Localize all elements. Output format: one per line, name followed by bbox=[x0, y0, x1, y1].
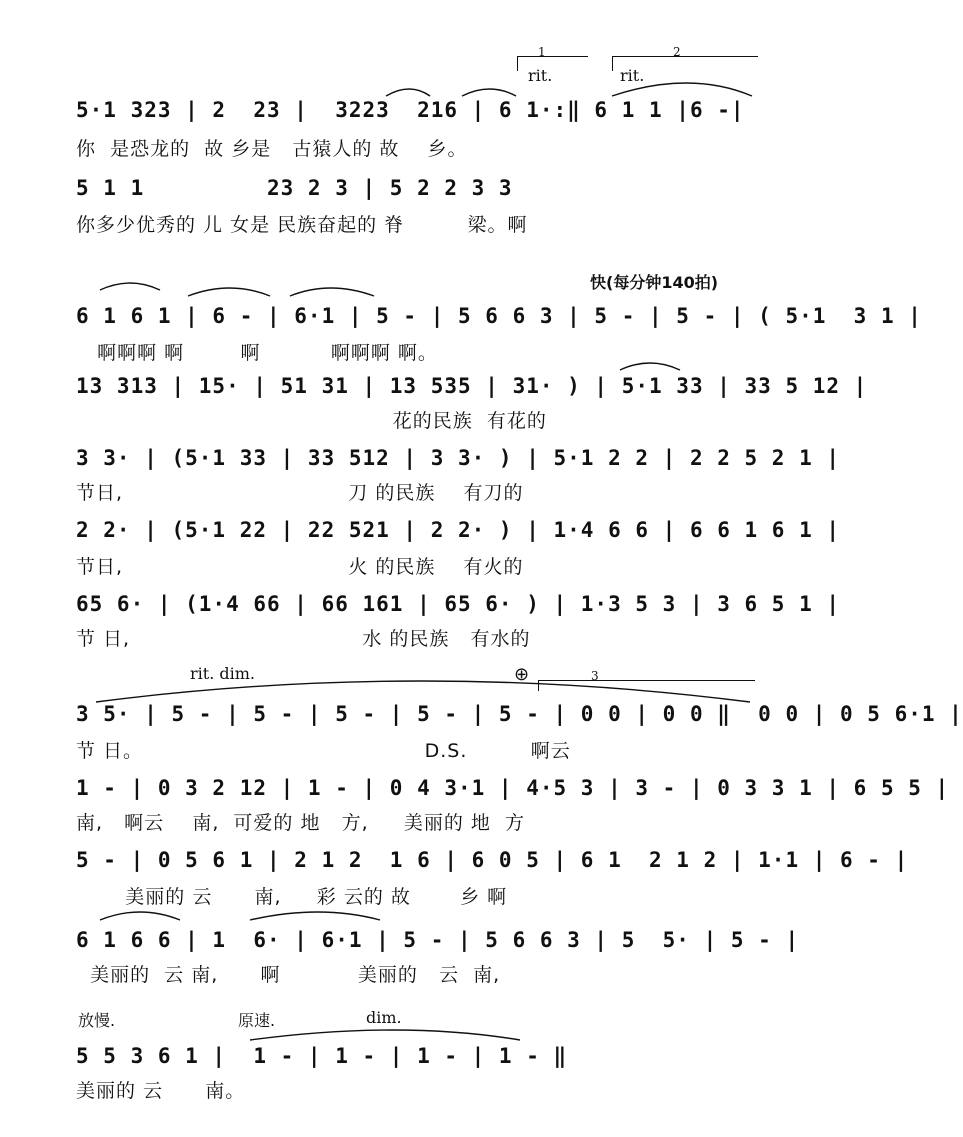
slur bbox=[250, 1030, 520, 1040]
lyric-line-5: 节日, 刀 的民族 有刀的 bbox=[76, 482, 524, 504]
tempo-mark: 快(每分钟140拍) bbox=[590, 273, 719, 292]
lyric-line-9: 南, 啊云 南, 可爱的 地 方, 美丽的 地 方 bbox=[76, 812, 525, 834]
notation-line-1: 5·1 323 | 2 23 | 3223 216 | 6 1·:‖ 6 1 1 |6 -| bbox=[76, 98, 745, 122]
lyric-line-2: 你多少优秀的 儿 女是 民族奋起的 脊 梁。啊 bbox=[76, 214, 528, 236]
coda-triplet-number: 3 bbox=[591, 669, 599, 683]
notation-line-11: 6 1 6 6 | 1 6· | 6·1 | 5 - | 5 6 6 3 | 5 5· | 5 - | bbox=[76, 928, 800, 952]
notation-line-7: 65 6· | (1·4 66 | 66 161 | 65 6· ) | 1·3 5 3 | 3 6 5 1 | bbox=[76, 592, 841, 616]
coda-sign-icon: ⊕ bbox=[514, 664, 530, 685]
slur bbox=[100, 912, 180, 920]
coda-triplet-bracket bbox=[538, 669, 755, 691]
lyric-line-6: 节日, 火 的民族 有火的 bbox=[76, 556, 524, 578]
notation-line-9: 1 - | 0 3 2 12 | 1 - | 0 4 3·1 | 4·5 3 | 3 - | 0 3 3 1 | 6 5 5 | bbox=[76, 776, 950, 800]
notation-line-8: 3 5· | 5 - | 5 - | 5 - | 5 - | 5 - | 0 0 | 0 0 ‖ 0 0 | 0 5 6·1 | bbox=[76, 702, 963, 726]
lyric-line-10: 美丽的 云 南, 彩 云的 故 乡 啊 bbox=[76, 886, 508, 908]
notation-line-5: 3 3· | (5·1 33 | 33 512 | 3 3· ) | 5·1 2 2 | 2 2 5 2 1 | bbox=[76, 446, 841, 470]
lyric-line-12: 美丽的 云 南。 bbox=[76, 1080, 246, 1102]
notation-line-4: 13 313 | 15· | 51 31 | 13 535 | 31· ) | 5·1 33 | 33 5 12 | bbox=[76, 374, 868, 398]
notation-line-12: 5 5 3 6 1 | 1 - | 1 - | 1 - | 1 - ‖ bbox=[76, 1044, 568, 1068]
slur bbox=[462, 89, 516, 96]
slow-mark: 放慢. bbox=[78, 1011, 116, 1030]
lyric-line-4: 花的民族 有花的 bbox=[76, 410, 547, 432]
dim-mark: dim. bbox=[366, 1008, 402, 1027]
rit-dim-mark: rit. dim. bbox=[190, 664, 255, 683]
slur bbox=[290, 288, 374, 296]
volta-2-number: 2 bbox=[673, 45, 681, 59]
notation-line-6: 2 2· | (5·1 22 | 22 521 | 2 2· ) | 1·4 6 6 | 6 6 1 6 1 | bbox=[76, 518, 841, 542]
lyric-line-8: 节 日。 D.S. 啊云 bbox=[76, 740, 571, 762]
notation-line-3: 6 1 6 1 | 6 - | 6·1 | 5 - | 5 6 6 3 | 5 - | 5 - | ( 5·1 3 1 | bbox=[76, 304, 922, 328]
slur bbox=[386, 89, 430, 96]
rit-mark-2: rit. bbox=[620, 66, 645, 85]
volta-1-number: 1 bbox=[538, 45, 546, 59]
slur bbox=[188, 288, 270, 296]
a-tempo-mark: 原速. bbox=[238, 1011, 276, 1030]
lyric-line-3: 啊啊啊 啊 啊 啊啊啊 啊。 bbox=[76, 342, 438, 364]
notation-line-10: 5 - | 0 5 6 1 | 2 1 2 1 6 | 6 0 5 | 6 1 2 1 2 | 1·1 | 6 - | bbox=[76, 848, 909, 872]
notation-line-2: 5 1 1 23 2 3 | 5 2 2 3 3 bbox=[76, 176, 513, 200]
rit-mark-1: rit. bbox=[528, 66, 553, 85]
slur bbox=[100, 283, 160, 290]
slur bbox=[250, 912, 380, 920]
lyric-line-1: 你 是恐龙的 故 乡是 古猿人的 故 乡。 bbox=[76, 138, 468, 160]
lyric-line-7: 节 日, 水 的民族 有水的 bbox=[76, 628, 531, 650]
lyric-line-11: 美丽的 云 南, 啊 美丽的 云 南, bbox=[76, 964, 501, 986]
